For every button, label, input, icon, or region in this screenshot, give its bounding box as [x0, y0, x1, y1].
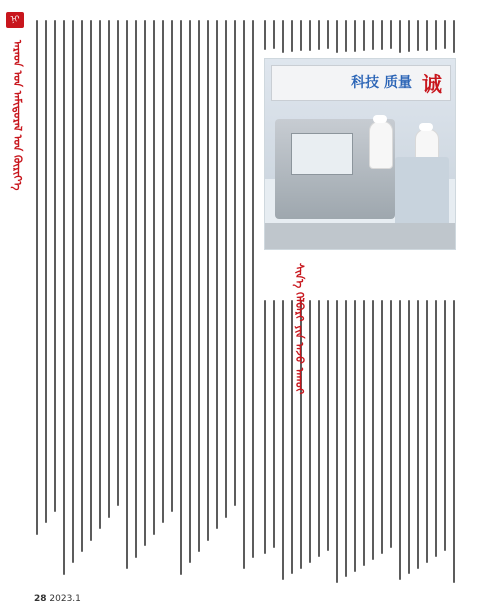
text-line	[363, 20, 365, 51]
text-line	[264, 20, 266, 50]
text-line	[327, 300, 329, 551]
photo-worker-2	[369, 121, 393, 169]
text-line	[126, 20, 128, 569]
text-line	[90, 20, 92, 541]
text-line	[81, 20, 83, 552]
text-line	[144, 20, 146, 546]
text-line	[408, 300, 410, 574]
section-side-header	[6, 12, 28, 272]
text-line	[207, 20, 209, 541]
text-line	[435, 300, 437, 557]
text-line	[390, 20, 392, 49]
text-line	[408, 20, 410, 52]
text-line	[273, 300, 275, 548]
text-line	[36, 20, 38, 535]
text-line	[135, 20, 137, 558]
text-line	[444, 300, 446, 551]
text-line	[282, 300, 284, 580]
text-line	[327, 20, 329, 49]
text-line	[225, 20, 227, 518]
text-line	[63, 20, 65, 575]
text-line	[417, 300, 419, 569]
text-line	[252, 20, 254, 558]
text-line	[390, 300, 392, 548]
text-line	[426, 300, 428, 563]
section-badge: ᠨᠢ	[6, 12, 24, 28]
text-line	[153, 20, 155, 535]
text-line	[72, 20, 74, 563]
text-line	[399, 300, 401, 580]
text-line	[453, 20, 455, 53]
photo-worker-1-cap	[419, 123, 433, 131]
text-line	[336, 300, 338, 583]
text-line	[108, 20, 110, 518]
text-line	[282, 20, 284, 53]
text-line	[372, 300, 374, 560]
text-line	[345, 300, 347, 577]
text-line	[309, 20, 311, 51]
text-line	[354, 300, 356, 572]
banner-middle-chars: 科技 质量	[351, 75, 412, 91]
text-line	[45, 20, 47, 523]
text-line	[381, 20, 383, 50]
page-footer	[34, 594, 81, 604]
text-line	[399, 20, 401, 53]
text-line	[345, 20, 347, 52]
text-line	[234, 20, 236, 506]
page-number: 28	[34, 594, 47, 604]
text-line	[273, 20, 275, 49]
text-line	[264, 300, 266, 554]
text-line	[309, 300, 311, 563]
text-line	[99, 20, 101, 529]
text-line	[117, 20, 119, 506]
text-line	[171, 20, 173, 512]
photo-equipment	[395, 157, 449, 227]
text-line	[318, 300, 320, 557]
text-line	[453, 300, 455, 583]
issue-number: 2023.1	[49, 594, 81, 604]
text-line	[216, 20, 218, 529]
text-line	[372, 20, 374, 50]
text-line	[318, 20, 320, 50]
text-line	[291, 20, 293, 52]
text-line	[363, 300, 365, 566]
text-line	[54, 20, 56, 512]
text-line	[417, 20, 419, 51]
section-heading: ᠰᠢᠨ᠎ᠡ ᠬᠡᠯᠪᠡᠷᠢ ᠶᠢᠨ ᠠᠵᠤ ᠠᠬᠤᠢ	[293, 263, 306, 395]
text-line	[336, 20, 338, 53]
text-line	[189, 20, 191, 563]
text-line	[354, 20, 356, 52]
text-line	[162, 20, 164, 523]
text-line	[426, 20, 428, 51]
text-line	[300, 20, 302, 51]
text-line	[198, 20, 200, 552]
text-line	[444, 20, 446, 49]
photo-worker-2-cap	[373, 115, 387, 123]
text-line	[381, 300, 383, 554]
text-line	[243, 20, 245, 569]
text-line	[435, 20, 437, 50]
section-title: ᠠᠷᠠᠳ ᠤᠨ ᠠᠮᠢᠳᠤᠷᠠᠯ ᠤᠨ ᠬᠦᠷᠢᠶ᠎ᠡ	[11, 40, 24, 191]
factory-photo	[264, 58, 456, 250]
text-line	[180, 20, 182, 575]
photo-floor	[265, 223, 455, 249]
photo-banner	[271, 65, 451, 101]
banner-big-char: 诚	[422, 72, 442, 96]
